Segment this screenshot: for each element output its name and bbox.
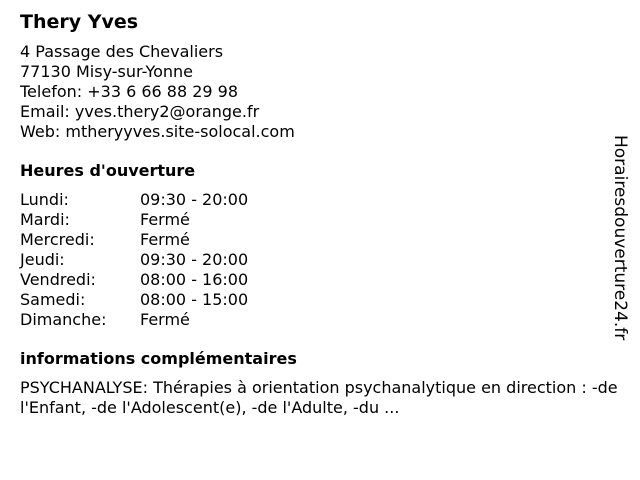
hours-row [20,290,620,310]
hours-row [20,310,620,330]
info-text: PSYCHANALYSE: Thérapies à orientation psychanalytique en direction : -de l'Enfant, -de l'Adolescent(e), -de l'Adulte, -du ... [20,378,618,417]
hours-row [20,190,620,210]
hours-row [20,210,620,230]
hours-time: 08:00 - 16:00 [140,270,249,289]
hours-day: Samedi: [20,290,86,309]
hours-time: 09:30 - 20:00 [140,190,249,209]
hours-time: Fermé [140,310,190,329]
hours-time: Fermé [140,210,190,229]
site-watermark: Horairesdouverture24.fr [610,135,630,341]
hours-title: Heures d'ouverture [20,161,196,180]
hours-day: Mercredi: [20,230,95,249]
hours-day: Mardi: [20,210,70,229]
hours-time: 08:00 - 15:00 [140,290,249,309]
web-line: Web: mtheryyves.site-solocal.com [20,122,295,141]
hours-time: 09:30 - 20:00 [140,250,249,269]
info-title: informations complémentaires [20,349,297,368]
hours-row [20,230,620,250]
business-card [20,10,620,418]
address-city: 77130 Misy-sur-Yonne [20,62,193,81]
hours-day: Jeudi: [20,250,65,269]
email-line: Email: yves.thery2@orange.fr [20,102,260,121]
phone-line: Telefon: +33 6 66 88 29 98 [20,82,239,101]
hours-day: Dimanche: [20,310,107,329]
hours-day: Lundi: [20,190,69,209]
business-name: Thery Yves [20,11,139,33]
address-street: 4 Passage des Chevaliers [20,42,224,61]
hours-table [20,190,620,330]
hours-row [20,270,620,290]
hours-day: Vendredi: [20,270,96,289]
hours-row [20,250,620,270]
hours-time: Fermé [140,230,190,249]
